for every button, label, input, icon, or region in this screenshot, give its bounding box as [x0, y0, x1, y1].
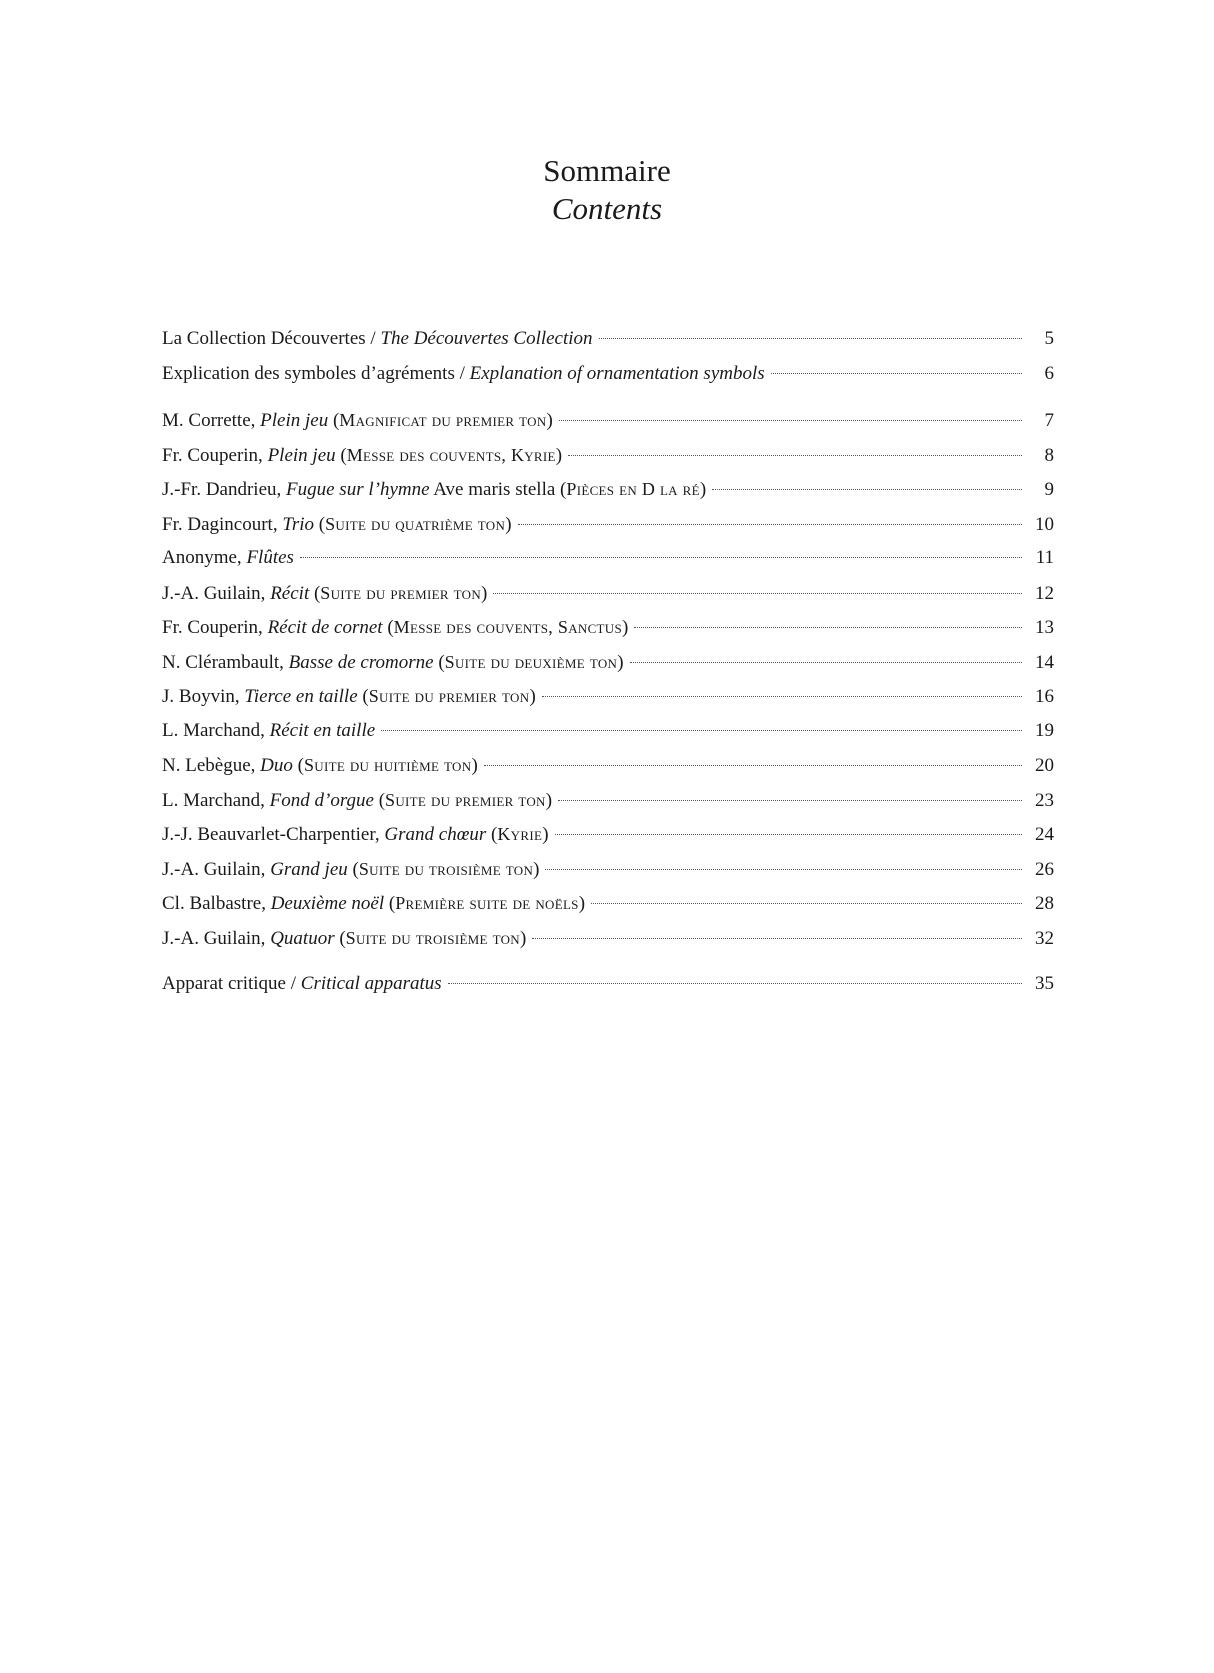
toc-entry-text-part: J.-A. Guilain, [162, 582, 271, 604]
toc-entry-text-part: Kyrie [497, 824, 543, 844]
toc-entry[interactable] [162, 357, 1054, 392]
toc-entry[interactable] [162, 541, 1054, 576]
toc-entry-text-part: ) [519, 927, 527, 949]
title-english: Contents [551, 191, 663, 226]
toc-entry-text-part: ) [533, 858, 540, 880]
toc-page-number: 14 [1035, 651, 1054, 673]
toc-entry[interactable] [162, 886, 1054, 921]
toc-entry-text-part: ) [505, 513, 512, 535]
toc-entry-text-part: ( [292, 755, 304, 776]
toc-entry-text-part: N. Clérambault, [162, 651, 289, 673]
dot-leader [712, 489, 1022, 490]
toc-entry-text-part: ) [578, 893, 586, 914]
table-of-contents [162, 322, 1054, 1002]
toc-entry-text-part: La Collection Découvertes / [162, 328, 381, 349]
toc-entry-text-part: ( [357, 686, 369, 707]
toc-entry-text-part: ( [433, 651, 445, 673]
title-french: Sommaire [543, 153, 671, 188]
toc-entry-text-part: ( [314, 513, 326, 535]
toc-entry-text-part: Messe des couvents, Kyrie [346, 444, 556, 465]
toc-entry-title [162, 322, 593, 357]
toc-entry-title [162, 357, 765, 392]
toc-entry-text-part: Anonyme, [162, 547, 247, 568]
toc-entry-text-part: ( [373, 789, 386, 811]
toc-entry[interactable] [162, 472, 1054, 507]
toc-entry-text-part: Suite du troisième ton [345, 927, 520, 948]
dot-leader [532, 938, 1022, 939]
toc-page-number: 28 [1035, 893, 1054, 914]
toc-entry-text-part: ) [622, 617, 629, 638]
toc-entry-title [162, 645, 624, 681]
toc-entry-text-part: Fr. Couperin, [162, 617, 268, 638]
toc-page-number: 9 [1044, 479, 1054, 500]
dot-leader [300, 557, 1022, 558]
dot-leader [493, 593, 1022, 594]
toc-entry-title [162, 714, 375, 749]
toc-entry-text-part: J.-J. Beauvarlet-Charpentier, [162, 824, 385, 845]
toc-entry-text-part: ( [334, 927, 346, 949]
toc-entry-text-part: Fugue sur l’hymne [286, 479, 430, 500]
toc-page-number: 8 [1044, 444, 1054, 466]
toc-entry-title [162, 817, 549, 853]
toc-entry-text-part: ( [309, 582, 321, 604]
toc-entry-text-part: Basse de cromorne [288, 651, 434, 673]
toc-entry-text-part: Récit [270, 582, 310, 604]
dot-leader [542, 696, 1022, 697]
dot-leader [568, 455, 1022, 456]
toc-entry-text-part: ) [617, 651, 624, 673]
dot-leader [484, 765, 1022, 766]
toc-entry-text-part: ( [328, 410, 340, 431]
toc-entry-text-part: ) [471, 755, 478, 776]
toc-entry-text-part: ( [486, 824, 498, 845]
toc-entry-title [162, 403, 553, 439]
toc-entry-text-part: ) [545, 789, 553, 811]
page-title [0, 152, 1214, 228]
toc-entry-text-part: Récit en taille [269, 719, 376, 741]
toc-entry-text-part: Apparat critique / [162, 973, 301, 994]
dot-leader [591, 903, 1022, 904]
dot-leader [634, 627, 1022, 628]
toc-entry-text-part: J.-A. Guilain, [162, 858, 271, 880]
toc-entry[interactable] [162, 852, 1054, 887]
toc-entry[interactable] [162, 783, 1054, 818]
toc-entry-text-part: Messe des couvents, Sanctus [393, 617, 623, 637]
toc-entry[interactable] [162, 967, 1054, 1002]
dot-leader [518, 524, 1022, 525]
toc-entry-text-part: N. Lebègue, [162, 755, 261, 776]
toc-entry[interactable] [162, 714, 1054, 749]
toc-entry-text-part: Duo [260, 755, 293, 776]
toc-page-number: 32 [1035, 927, 1054, 949]
toc-entry-text-part: Magnificat du premier ton [339, 410, 547, 430]
toc-entry[interactable] [162, 507, 1054, 542]
dot-leader [559, 420, 1022, 421]
toc-entry-text-part: Pièces en D la ré [566, 479, 700, 499]
toc-entry-text-part: ( [335, 444, 347, 466]
toc-entry-text-part: Fond d’orgue [269, 789, 374, 811]
toc-entry-text-part: J.-Fr. Dandrieu, [162, 479, 287, 500]
toc-entry-title [162, 472, 706, 508]
toc-entry-text-part: ( [347, 858, 359, 880]
toc-entry-text-part: Fr. Dagincourt, [162, 513, 283, 535]
toc-entry-text-part: ( [382, 617, 394, 638]
toc-group [162, 322, 1054, 391]
dot-leader [771, 373, 1022, 374]
dot-leader [599, 338, 1022, 339]
toc-entry[interactable] [162, 438, 1054, 473]
toc-entry-text-part: ) [481, 582, 488, 604]
toc-group [162, 403, 1054, 955]
toc-entry-text-part: J.-A. Guilain, [162, 927, 271, 949]
toc-entry-text-part: ) [542, 824, 549, 845]
toc-entry-title [162, 610, 628, 646]
toc-entry-text-part: Fr. Couperin, [162, 444, 268, 466]
toc-entry[interactable] [162, 610, 1054, 645]
toc-page-number: 10 [1035, 513, 1054, 535]
toc-entry[interactable] [162, 403, 1054, 438]
toc-entry-title [162, 438, 562, 474]
toc-page-number: 16 [1035, 686, 1054, 707]
toc-entry-text-part: Suite du huitième ton [303, 755, 472, 775]
toc-entry[interactable] [162, 748, 1054, 783]
toc-page-number: 5 [1044, 328, 1054, 349]
toc-page-number: 20 [1035, 755, 1054, 776]
toc-entry-text-part: ) [529, 686, 536, 707]
toc-entry[interactable] [162, 645, 1054, 680]
toc-entry-text-part: Flûtes [246, 547, 294, 568]
toc-entry-text-part: Ave maris stella ( [429, 479, 567, 500]
toc-entry[interactable] [162, 576, 1054, 611]
dot-leader [558, 800, 1022, 801]
toc-entry-title [162, 886, 585, 922]
toc-entry[interactable] [162, 679, 1054, 714]
toc-entry-title [162, 967, 442, 1002]
dot-leader [381, 730, 1022, 731]
toc-page-number: 13 [1035, 617, 1054, 638]
toc-entry-text-part: Deuxième noël [270, 893, 385, 914]
toc-entry-text-part: Suite du premier ton [368, 686, 530, 706]
toc-entry-text-part: ( [384, 893, 396, 914]
toc-entry-text-part: Grand chœur [384, 824, 487, 845]
toc-entry-text-part: Trio [282, 513, 315, 535]
toc-entry-text-part: Plein jeu [267, 444, 336, 466]
toc-page-number: 35 [1035, 973, 1054, 994]
toc-entry-text-part: J. Boyvin, [162, 686, 245, 707]
toc-page-number: 7 [1044, 410, 1054, 431]
toc-entry-text-part: Explication des symboles d’agréments / [162, 362, 470, 384]
toc-entry-text-part: Critical apparatus [300, 973, 442, 994]
dot-leader [555, 834, 1022, 835]
toc-entry-text-part: Suite du deuxième ton [444, 651, 618, 672]
toc-entry-text-part: ) [546, 410, 553, 431]
toc-entry-text-part: Suite du premier ton [320, 582, 482, 603]
toc-page-number: 24 [1035, 824, 1054, 845]
toc-entry[interactable] [162, 322, 1054, 357]
toc-entry-text-part: M. Corrette, [162, 410, 261, 431]
dot-leader [630, 662, 1022, 663]
toc-entry-text-part: Tierce en taille [244, 686, 358, 707]
toc-page-number: 19 [1035, 719, 1054, 741]
toc-entry-title [162, 852, 539, 888]
toc-entry-title [162, 748, 478, 784]
toc-page-number: 11 [1035, 547, 1054, 568]
toc-entry[interactable] [162, 921, 1054, 956]
toc-entry-text-part: Suite du troisième ton [358, 858, 534, 879]
toc-entry-title [162, 679, 536, 715]
toc-entry-text-part: Suite du quatrième ton [325, 513, 506, 534]
toc-page-number: 12 [1035, 582, 1054, 604]
toc-entry-title [162, 921, 526, 957]
toc-entry-text-part: L. Marchand, [162, 719, 270, 741]
toc-entry-text-part: Suite du premier ton [385, 789, 546, 810]
toc-entry-text-part: Quatuor [270, 927, 335, 949]
toc-page-number: 6 [1044, 362, 1054, 384]
toc-entry-text-part: Cl. Balbastre, [162, 893, 271, 914]
toc-entry[interactable] [162, 817, 1054, 852]
toc-entry-title [162, 783, 552, 819]
toc-entry-title [162, 576, 487, 612]
toc-entry-text-part: ) [699, 479, 707, 500]
toc-entry-text-part: Première suite de noëls [395, 893, 579, 913]
dot-leader [545, 869, 1022, 870]
toc-entry-text-part: Récit de cornet [267, 617, 383, 638]
toc-page-number: 23 [1035, 789, 1054, 811]
toc-entry-title [162, 541, 294, 576]
toc-group [162, 967, 1054, 1002]
toc-entry-text-part: Explanation of ornamentation symbols [469, 362, 765, 384]
toc-page-number: 26 [1035, 858, 1054, 880]
dot-leader [448, 983, 1022, 984]
toc-entry-title [162, 507, 512, 543]
toc-entry-text-part: The Découvertes Collection [380, 328, 593, 349]
toc-entry-text-part: Plein jeu [260, 410, 329, 431]
toc-entry-text-part: Grand jeu [270, 858, 348, 880]
toc-entry-text-part: L. Marchand, [162, 789, 270, 811]
toc-entry-text-part: ) [555, 444, 563, 466]
